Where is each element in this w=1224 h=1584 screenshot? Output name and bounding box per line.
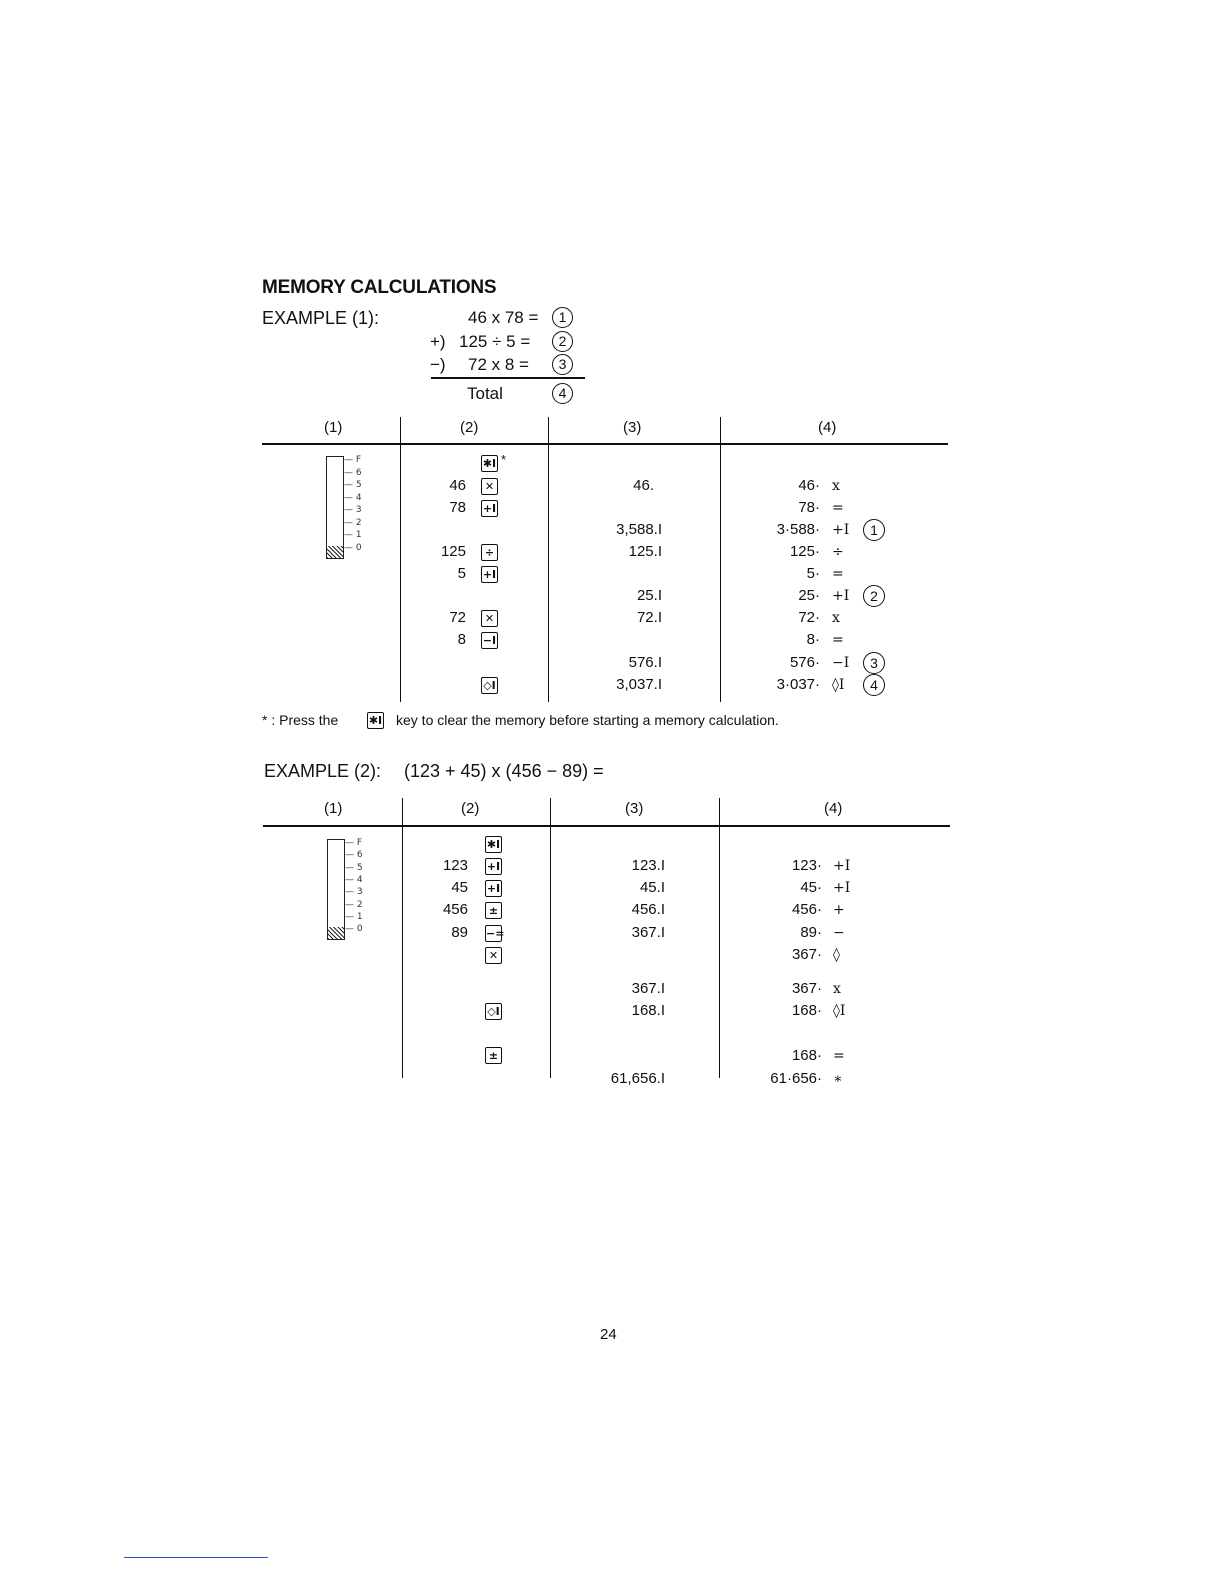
footnote-star: *	[501, 452, 507, 467]
tape-value: 3·037·	[776, 676, 820, 693]
tape-ref-circle: 1	[863, 519, 885, 541]
t2-c2-n3: 456	[442, 901, 468, 918]
t1-divider-3	[720, 417, 721, 702]
eq2-op: +)	[430, 332, 446, 351]
tape-symbol: ◊I	[833, 1003, 846, 1019]
tape-symbol: +I	[832, 588, 850, 604]
memory-gauge-1-fill	[327, 546, 343, 558]
tape-value: 8·	[806, 631, 820, 648]
tape-symbol: =	[832, 500, 844, 516]
eq2-expr: 125 ÷ 5 =	[459, 332, 531, 351]
plus-equals-key-icon: ±	[485, 1047, 502, 1064]
t1-c3-v4: 25.I	[636, 587, 662, 604]
gauge-tick-1: — 1	[345, 911, 363, 922]
tape-symbol: ∗	[833, 1071, 843, 1087]
memory-clear-key-icon: ✱I	[368, 714, 383, 727]
tape-symbol: ◊I	[832, 677, 845, 693]
memory-gauge-1	[326, 456, 344, 559]
memory-gauge-2	[327, 839, 345, 940]
tape-symbol: +	[833, 902, 845, 918]
tape-value: 367·	[791, 946, 822, 963]
t2-divider-3	[719, 798, 720, 1078]
example2-label: EXAMPLE (2):	[264, 761, 382, 781]
memory-minus-key-icon: −I	[482, 634, 497, 647]
gauge-tick-2: — 2	[344, 517, 362, 528]
t2-header-2: (2)	[461, 800, 480, 817]
eq3-ref: 3	[552, 354, 573, 375]
footer-link-line	[124, 1557, 268, 1558]
t2-divider-1	[402, 798, 403, 1078]
memory-gauge-2-fill	[328, 927, 344, 939]
tape-symbol: =	[832, 566, 844, 582]
gauge-tick-0: — 0	[345, 924, 363, 935]
t2-c2-n4: 89	[451, 924, 468, 941]
tape-value: 123·	[791, 857, 822, 874]
tape-value: 46·	[798, 477, 820, 494]
plus-equals-key-icon: ±	[485, 902, 502, 919]
t1-c2-n6: 8	[457, 631, 466, 648]
tape-symbol: −I	[832, 655, 850, 671]
tape-symbol: ÷	[832, 544, 844, 560]
t2-c3-v5: 367.I	[631, 980, 665, 997]
minus-equals-key-icon: −=	[486, 927, 505, 940]
t1-c2-n2: 78	[449, 499, 466, 516]
t1-c2-n4: 5	[457, 565, 466, 582]
gauge-tick-6: — 6	[344, 467, 362, 478]
t2-divider-2	[550, 798, 551, 1078]
t1-c3-v5: 72.I	[636, 609, 662, 626]
memory-clear-key-icon: ✱I	[486, 838, 501, 851]
tape-value: 456·	[791, 901, 822, 918]
t1-header-4: (4)	[818, 419, 837, 436]
t2-c3-v3: 456.I	[631, 901, 665, 918]
t2-c3-v2: 45.I	[639, 879, 665, 896]
gauge-tick-F: — F	[344, 455, 362, 465]
tape-value: 89·	[800, 924, 822, 941]
gauge-tick-5: — 5	[344, 480, 362, 490]
eq2-ref: 2	[552, 331, 573, 352]
t1-c2-n1: 46	[449, 477, 466, 494]
tape-value: 61·656·	[770, 1070, 822, 1087]
t1-c3-v3: 125.I	[628, 543, 662, 560]
note-prefix: * : Press the	[262, 712, 339, 728]
memory-plus-key-icon: +I	[482, 502, 497, 515]
page-number: 24	[600, 1326, 617, 1343]
tape-value: 168·	[791, 1002, 822, 1019]
eq1-ref: 1	[552, 307, 573, 328]
t1-c3-v1: 46.	[633, 477, 654, 494]
tape-symbol: ◊	[833, 947, 840, 963]
t2-c3-v4: 367.I	[631, 924, 665, 941]
gauge-tick-2: — 2	[345, 899, 363, 910]
divide-key-icon: ÷	[481, 544, 498, 561]
multiply-key-icon: ✕	[481, 610, 498, 627]
page-heading: MEMORY CALCULATIONS	[262, 277, 497, 298]
tape-value: 72·	[798, 609, 820, 626]
gauge-tick-4: — 4	[345, 874, 363, 885]
tape-symbol: +I	[833, 858, 851, 874]
t2-header-4: (4)	[824, 800, 843, 817]
memory-clear-key-icon: ✱I	[482, 457, 497, 470]
tape-symbol: −	[833, 925, 845, 941]
memory-plus-key-icon: +I	[486, 860, 501, 873]
tape-value: 45·	[800, 879, 822, 896]
tape-ref-circle: 4	[863, 674, 885, 696]
multiply-key-icon: ✕	[485, 947, 502, 964]
t1-divider-1	[400, 417, 401, 702]
memory-plus-key-icon: +I	[486, 882, 501, 895]
gauge-tick-3: — 3	[344, 505, 362, 515]
t1-c2-n3: 125	[440, 543, 466, 560]
t1-header-rule	[262, 443, 948, 445]
tape-value: 576·	[789, 654, 820, 671]
tape-ref-circle: 2	[863, 585, 885, 607]
tape-ref-circle: 3	[863, 652, 885, 674]
t1-c3-v2: 3,588.I	[616, 521, 662, 538]
multiply-key-icon: ✕	[481, 478, 498, 495]
total-label: Total	[467, 384, 503, 403]
t1-c3-v7: 3,037.I	[616, 676, 662, 693]
tape-value: 3·588·	[776, 521, 820, 538]
total-ref: 4	[552, 383, 573, 404]
gauge-tick-0: — 0	[344, 542, 362, 553]
tape-value: 78·	[798, 499, 820, 516]
gauge-tick-6: — 6	[345, 850, 363, 861]
note-text: key to clear the memory before starting a memory calculation.	[396, 712, 779, 728]
tape-symbol: =	[833, 1048, 845, 1064]
tape-symbol: +I	[832, 522, 850, 538]
t2-header-rule	[263, 825, 950, 827]
t2-c2-n2: 45	[451, 879, 468, 896]
tape-symbol: +I	[833, 880, 851, 896]
example2-expr: (123 + 45) x (456 − 89) =	[404, 761, 604, 781]
gauge-tick-3: — 3	[345, 887, 363, 898]
tape-symbol: x	[833, 981, 841, 997]
t2-c2-n1: 123	[442, 857, 468, 874]
t2-c3-v1: 123.I	[631, 857, 665, 874]
tape-value: 25·	[798, 587, 820, 604]
sum-rule	[431, 377, 585, 379]
t1-divider-2	[548, 417, 549, 702]
gauge-tick-F: — F	[345, 838, 363, 848]
tape-symbol: x	[832, 478, 840, 494]
t1-c2-n5: 72	[449, 609, 466, 626]
tape-symbol: =	[832, 632, 844, 648]
t1-header-1: (1)	[324, 419, 343, 436]
t2-header-3: (3)	[625, 800, 644, 817]
gauge-tick-4: — 4	[344, 492, 362, 503]
tape-symbol: x	[832, 610, 840, 626]
gauge-tick-1: — 1	[344, 530, 362, 540]
tape-value: 168·	[791, 1047, 822, 1064]
eq3-expr: 72 x 8 =	[468, 355, 529, 374]
eq3-op: −)	[430, 355, 446, 374]
t1-c3-v6: 576.I	[628, 654, 662, 671]
tape-value: 367·	[791, 980, 822, 997]
memory-recall-key-icon: ◇I	[481, 677, 498, 694]
example1-label: EXAMPLE (1):	[262, 308, 380, 328]
memory-plus-key-icon: +I	[482, 568, 497, 581]
gauge-tick-5: — 5	[345, 862, 363, 873]
memory-recall-key-icon: ◇I	[485, 1003, 502, 1020]
tape-value: 125·	[789, 543, 820, 560]
t2-header-1: (1)	[324, 800, 343, 817]
t2-c3-v7: 61,656.I	[610, 1070, 665, 1087]
t1-header-3: (3)	[623, 419, 642, 436]
eq1-expr: 46 x 78 =	[468, 308, 539, 327]
t1-header-2: (2)	[460, 419, 479, 436]
tape-value: 5·	[806, 565, 820, 582]
t2-c3-v6: 168.I	[631, 1002, 665, 1019]
